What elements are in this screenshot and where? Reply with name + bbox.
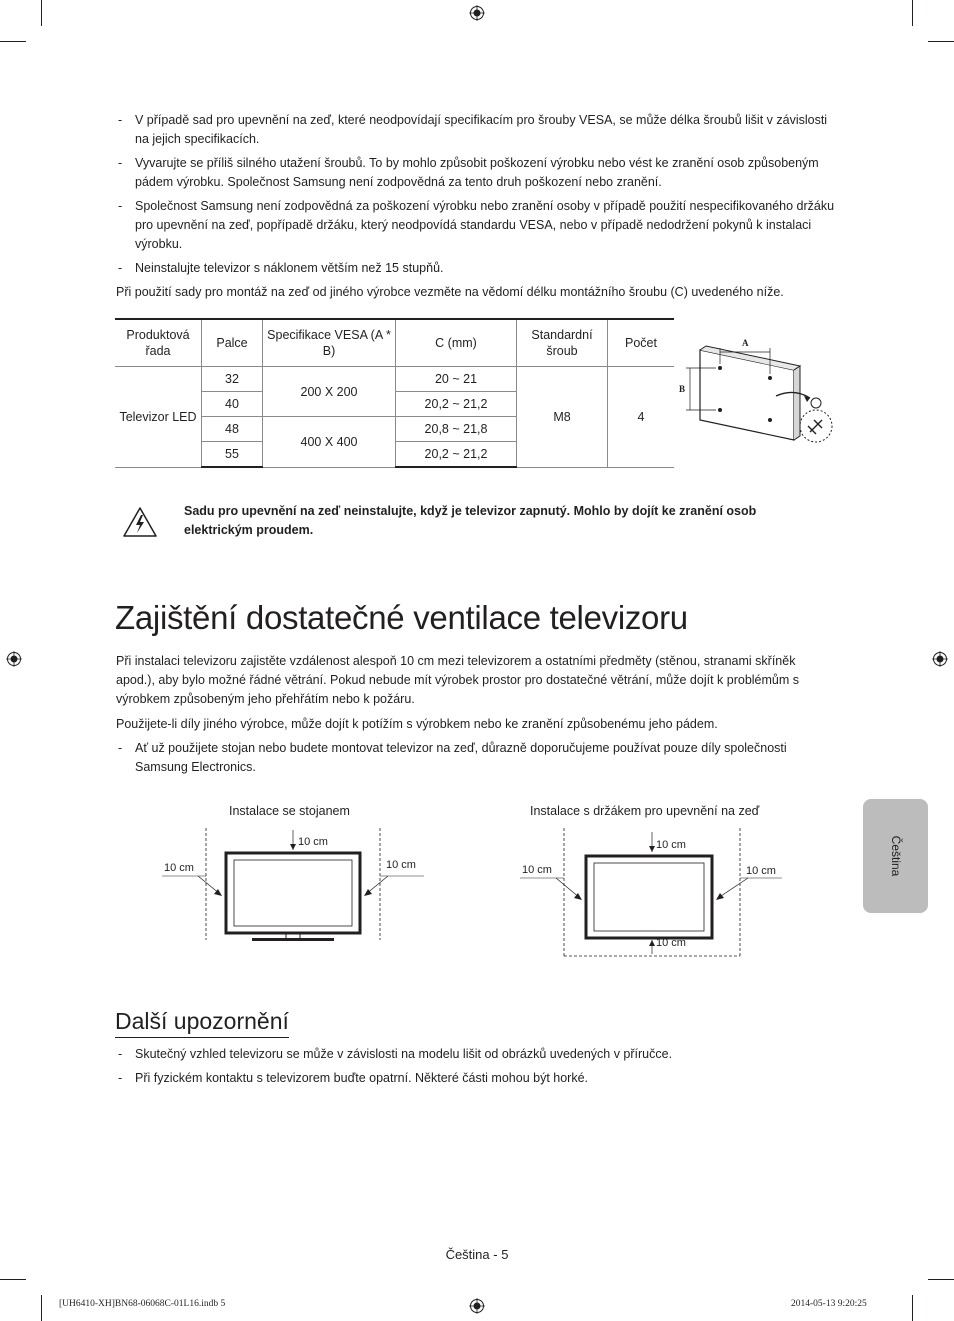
table-header: Palce	[202, 319, 263, 367]
table-cell: 400 X 400	[263, 417, 396, 468]
wall-mount-diagram	[676, 330, 838, 450]
table-intro: Při použití sady pro montáž na zeď od jiného výrobce vezměte na vědomí délku montážního šroubu (C) uvedeného níže.	[116, 285, 784, 299]
crop-mark	[912, 1295, 913, 1321]
crop-mark	[41, 0, 42, 26]
distance-label: 10 cm	[522, 864, 552, 876]
dimension-a-label: A	[742, 338, 749, 348]
ventilation-paragraph: Při instalaci televizoru zajistěte vzdálenost alespoň 10 cm mezi televizorem a ostatními předměty (stěnou, stranami skříněk apod.), aby bylo možné řádné větrání. Pokud nebude mít výrobek prostor pro dostatečné větrání, může dojít k problémům s výrobkem způsobeným jeho přehřátím nebo k požáru.	[116, 654, 800, 706]
electric-warning-icon	[122, 506, 158, 538]
crop-mark	[928, 41, 954, 42]
warning-text: Sadu pro upevnění na zeď neinstalujte, když je televizor zapnutý. Mohlo by dojít ke zranění osob elektrickým proudem.	[184, 504, 757, 537]
registration-mark-icon	[469, 5, 485, 21]
stand-installation-diagram	[162, 828, 424, 944]
wall-installation-diagram	[520, 828, 782, 958]
vesa-spec-table	[115, 318, 674, 468]
distance-label: 10 cm	[746, 865, 776, 877]
distance-label: 10 cm	[656, 937, 686, 949]
table-cell: 20,2 ~ 21,2	[396, 442, 517, 468]
table-header: Specifikace VESA (A * B)	[263, 319, 396, 367]
ventilation-paragraph: Použijete-li díly jiného výrobce, může dojít k potížím s výrobkem nebo ke zranění způsobenému jeho pádem.	[116, 717, 718, 731]
distance-label: 10 cm	[656, 839, 686, 851]
distance-label: 10 cm	[298, 836, 328, 848]
section-title: Zajištění dostatečné ventilace televizoru	[115, 599, 688, 636]
crop-mark	[928, 1279, 954, 1280]
table-cell: 20 ~ 21	[396, 367, 517, 392]
side-tab-label: Čeština	[888, 835, 903, 877]
distance-label: 10 cm	[386, 859, 416, 871]
registration-mark-icon	[932, 651, 948, 667]
table-row	[115, 367, 674, 392]
crop-mark	[41, 1295, 42, 1321]
table-header: Standardní šroub	[517, 319, 608, 367]
print-info-left: [UH6410-XH]BN68-06068C-01L16.indb 5	[59, 1299, 226, 1309]
table-cell: 4	[608, 367, 675, 468]
subsection-title: Další upozornění	[115, 1006, 289, 1038]
language-side-tab	[863, 799, 928, 913]
table-cell: 40	[202, 392, 263, 417]
table-header: C (mm)	[396, 319, 517, 367]
registration-mark-icon	[6, 651, 22, 667]
table-header: Počet	[608, 319, 675, 367]
stand-caption: Instalace se stojanem	[229, 804, 350, 818]
table-cell: 48	[202, 417, 263, 442]
registration-mark-icon	[469, 1298, 485, 1314]
table-cell: 200 X 200	[263, 367, 396, 417]
table-cell: 55	[202, 442, 263, 468]
crop-mark	[0, 1279, 26, 1280]
table-cell: 20,8 ~ 21,8	[396, 417, 517, 442]
dimension-b-label: B	[679, 384, 686, 394]
distance-label: 10 cm	[164, 862, 194, 874]
crop-mark	[912, 0, 913, 26]
table-cell: 32	[202, 367, 263, 392]
crop-mark	[0, 41, 26, 42]
wall-caption: Instalace s držákem pro upevnění na zeď	[530, 804, 760, 818]
table-cell: M8	[517, 367, 608, 468]
print-info-right: 2014-05-13 9:20:25	[791, 1299, 867, 1309]
page-footer: Čeština - 5	[445, 1247, 509, 1262]
table-header: Produktová řada	[115, 319, 202, 367]
table-cell: Televizor LED	[115, 367, 202, 468]
table-cell: 20,2 ~ 21,2	[396, 392, 517, 417]
